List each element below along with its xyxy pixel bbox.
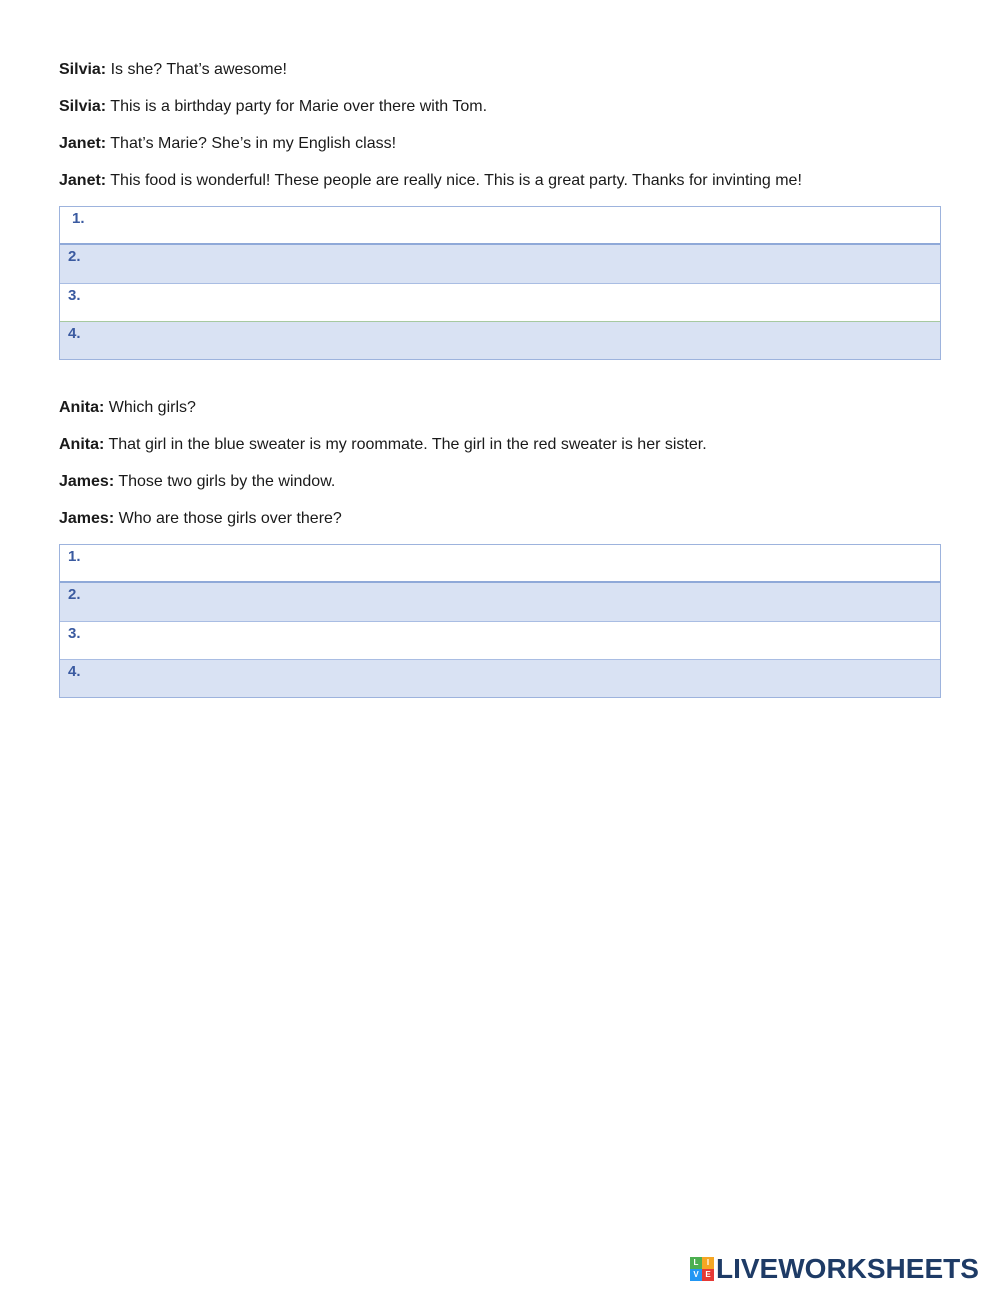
dialogue-line <box>59 398 196 418</box>
dialogue-line <box>59 97 487 117</box>
speaker-name: James: <box>59 510 115 527</box>
answer-row[interactable] <box>60 659 940 697</box>
answer-number: 4. <box>68 325 81 342</box>
speaker-name: Silvia: <box>59 98 107 115</box>
dialogue-line <box>59 60 287 80</box>
logo-block: V <box>690 1269 702 1281</box>
logo-block: I <box>702 1257 714 1269</box>
speaker-name: Janet: <box>59 135 107 152</box>
dialogue-line <box>59 171 802 191</box>
answer-number: 2. <box>68 586 81 603</box>
speaker-name: James: <box>59 473 115 490</box>
answer-table <box>59 544 941 698</box>
dialogue-text: This is a birthday party for Marie over there with Tom. <box>106 98 488 115</box>
answer-row[interactable] <box>60 583 940 621</box>
answer-row[interactable] <box>60 545 940 583</box>
logo-block: L <box>690 1257 702 1269</box>
dialogue-text: That girl in the blue sweater is my roommate. The girl in the red sweater is her sister. <box>104 436 707 453</box>
liveworksheets-logo <box>690 1255 979 1283</box>
answer-row[interactable] <box>60 207 940 245</box>
dialogue-line <box>59 509 342 529</box>
logo-blocks-icon <box>690 1257 714 1281</box>
answer-row[interactable] <box>60 621 940 659</box>
logo-text: LIVEWORKSHEETS <box>716 1253 979 1284</box>
answer-number: 1. <box>72 210 85 227</box>
answer-row[interactable] <box>60 321 940 359</box>
speaker-name: Anita: <box>59 399 105 416</box>
answer-number: 3. <box>68 287 81 304</box>
dialogue-text: Who are those girls over there? <box>114 510 342 527</box>
dialogue-text: Those two girls by the window. <box>114 473 336 490</box>
answer-number: 1. <box>68 548 81 565</box>
dialogue-line <box>59 435 707 455</box>
speaker-name: Janet: <box>59 172 107 189</box>
answer-number: 2. <box>68 248 81 265</box>
dialogue-line <box>59 134 396 154</box>
speaker-name: Silvia: <box>59 61 107 78</box>
dialogue-text: This food is wonderful! These people are really nice. This is a great party. Thanks for invinting me! <box>106 172 802 189</box>
answer-number: 4. <box>68 663 81 680</box>
answer-row[interactable] <box>60 283 940 321</box>
dialogue-text: Which girls? <box>104 399 196 416</box>
dialogue-text: That’s Marie? She’s in my English class! <box>106 135 397 152</box>
answer-table <box>59 206 941 360</box>
answer-row[interactable] <box>60 245 940 283</box>
dialogue-text: Is she? That’s awesome! <box>106 61 287 78</box>
answer-number: 3. <box>68 625 81 642</box>
speaker-name: Anita: <box>59 436 105 453</box>
logo-block: E <box>702 1269 714 1281</box>
dialogue-line <box>59 472 335 492</box>
